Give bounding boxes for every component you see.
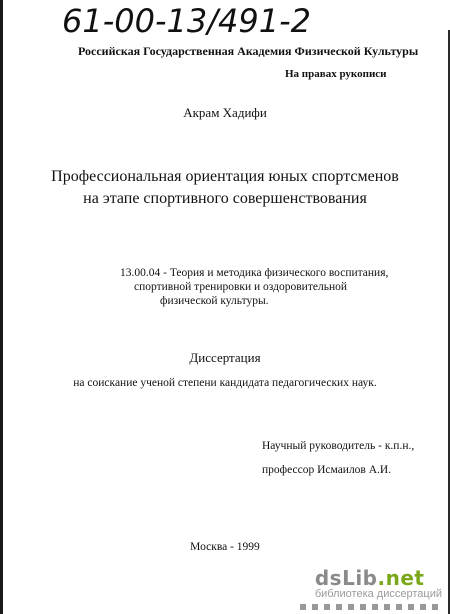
handwritten-archive-number bbox=[62, 2, 362, 42]
author-name: Акрам Хадифи bbox=[183, 105, 267, 120]
supervisor-line-1: Научный руководитель - к.п.н., bbox=[262, 440, 415, 452]
logo-part-1: dsLib bbox=[314, 566, 378, 590]
dslib-watermark[interactable] bbox=[315, 566, 442, 600]
dslib-logo bbox=[315, 566, 442, 590]
archive-number-text: 61-00-13/491-2 bbox=[62, 2, 312, 40]
document-type: Диссертация bbox=[189, 350, 261, 365]
degree-statement: на соискание ученой степени кандидата педагогических наук. bbox=[73, 377, 377, 389]
title-line-1: Профессиональная ориентация юных спортсменов bbox=[51, 168, 399, 185]
specialty-line-3: физической культуры. bbox=[160, 295, 269, 307]
title-line-2: на этапе спортивного совершенствования bbox=[83, 190, 367, 207]
institution-name: Российская Государственная Академия Физической Культуры bbox=[78, 44, 419, 58]
watermark-subtitle: библиотека диссертаций bbox=[314, 588, 442, 600]
specialty-line-1: 13.00.04 - Теория и методика физического воспитания, bbox=[120, 267, 389, 279]
supervisor-line-2: профессор Исмаилов А.И. bbox=[262, 464, 392, 476]
rights-note: На правах рукописи bbox=[285, 68, 387, 80]
scan-bottom-artifact bbox=[300, 604, 440, 610]
place-year: Москва - 1999 bbox=[190, 541, 260, 553]
logo-part-2: .net bbox=[377, 566, 425, 590]
scan-left-edge bbox=[0, 0, 3, 614]
specialty-line-2: спортивной тренировки и оздоровительной bbox=[134, 281, 347, 293]
